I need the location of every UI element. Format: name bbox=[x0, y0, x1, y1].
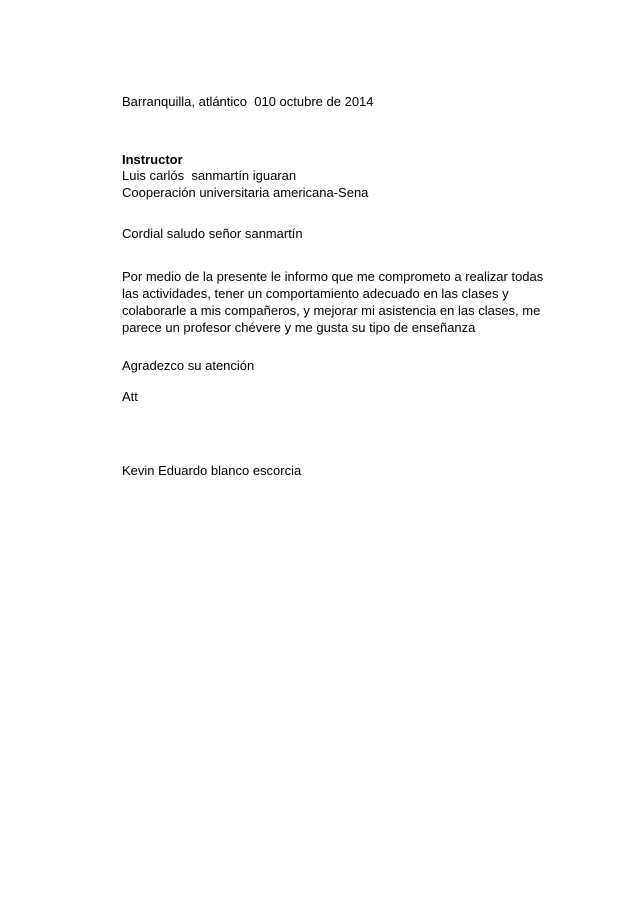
body-line: las actividades, tener un comportamiento adecuado en las clases y bbox=[122, 286, 509, 301]
body-line: Por medio de la presente le informo que me comprometo a realizar todas bbox=[122, 269, 544, 284]
body-line: colaborarle a mis compañeros, y mejorar mi asistencia en las clases, me bbox=[122, 303, 541, 318]
recipient-name: Luis carlós sanmartín iguaran bbox=[122, 168, 297, 183]
place-date: Barranquilla, atlántico 010 octubre de 2014 bbox=[122, 94, 374, 109]
greeting: Cordial saludo señor sanmartín bbox=[122, 226, 303, 241]
signature-name: Kevin Eduardo blanco escorcia bbox=[122, 463, 302, 478]
closing: Agradezco su atención bbox=[122, 358, 255, 373]
body-paragraph bbox=[122, 268, 542, 336]
att-label: Att bbox=[122, 389, 138, 404]
recipient-institution: Cooperación universitaria americana-Sena bbox=[122, 185, 369, 200]
body-line: parece un profesor chévere y me gusta su tipo de enseñanza bbox=[122, 320, 476, 335]
recipient-title: Instructor bbox=[122, 152, 183, 167]
